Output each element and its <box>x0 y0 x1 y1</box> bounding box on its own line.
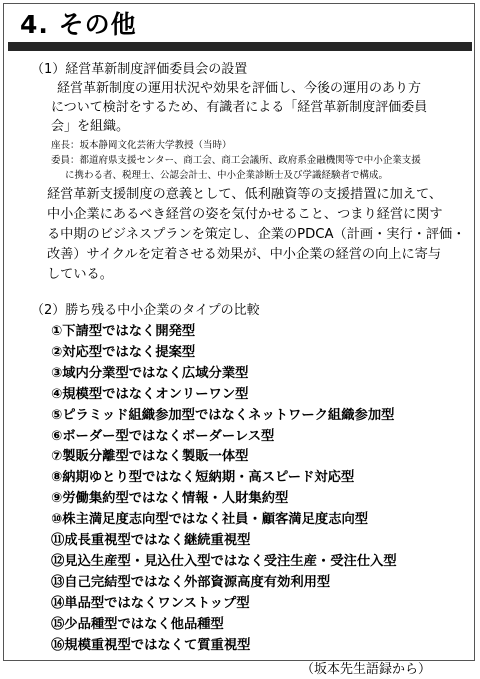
list-item: ⑭単品型ではなくワンストップ型 <box>51 595 250 611</box>
list-item: ④規模型ではなくオンリーワン型 <box>51 386 249 402</box>
slide-title: 4. その他 <box>20 10 137 39</box>
list-item: ⑩株主満足度志向型ではなく社員・顧客満足度志向型 <box>51 512 369 528</box>
list-item: ⑪成長重視型ではなく継続重視型 <box>51 533 251 549</box>
title-underline-bar <box>8 42 472 51</box>
list-item: ②対応型ではなく提案型 <box>51 344 196 360</box>
list-item: ⑬自己完結型ではなく外部資源高度有効利用型 <box>51 574 331 590</box>
slide-content <box>31 60 466 679</box>
source-attribution: （坂本先生語録から） <box>300 661 431 677</box>
list-item: ①下請型ではなく開発型 <box>51 324 196 339</box>
committee-chair: 座長：坂本静岡文化芸術大学教授（当時） <box>51 140 232 151</box>
committee-members: 委員：都道府県支援センター、商工会、商工会議所、政府系金融機関等で中小企業支援 <box>51 155 421 166</box>
section1-purpose-line: について検討をするため、有識者による「経営革新制度評価委員 <box>51 100 428 115</box>
section1-body-line: 改善）サイクルを定着させる効果が、中小企業の経営の向上に寄与 <box>47 247 442 262</box>
section1-body-line: している。 <box>47 267 113 282</box>
section1-heading: （1）経営革新制度評価委員会の設置 <box>31 62 248 77</box>
list-item: ⑯規模重視型ではなくて質重視型 <box>51 637 251 653</box>
section2-heading: （2）勝ち残る中小企業のタイプの比較 <box>31 303 260 318</box>
list-item: ⑫見込生産型・見込仕入型ではなく受注生産・受注仕入型 <box>51 553 397 569</box>
section1-purpose-line: 会」を組織。 <box>51 119 130 134</box>
list-item: ⑧納期ゆとり型ではなく短納期・高スピード対応型 <box>51 470 355 486</box>
list-item: ⑤ピラミッド組織参加型ではなくネットワーク組織参加型 <box>51 407 395 423</box>
committee-members-cont: に携わる者、税理士、公認会計士、中小企業診断士及び学識経験者で構成。 <box>65 170 389 181</box>
list-item: ③域内分業型ではなく広域分業型 <box>51 365 249 381</box>
list-item: ⑥ボーダー型ではなくボーダーレス型 <box>51 428 275 444</box>
list-item: ⑮少品種型ではなく他品種型 <box>51 616 224 632</box>
section1-body-line: る中期のビジネスプランを策定し、企業のPDCA（計画・実行・評価・ <box>47 227 466 242</box>
section1-body-line: 中小企業にあるべき経営の姿を気付かせること、つまり経営に関す <box>47 207 443 222</box>
section1-purpose-line: 経営革新制度の運用状況や効果を評価し、今後の運用のあり方 <box>57 81 422 96</box>
section1-body-line: 経営革新支援制度の意義として、低利融資等の支援措置に加えて、 <box>47 187 443 202</box>
list-item: ⑦製販分離型ではなく製販一体型 <box>51 449 249 465</box>
list-item: ⑨労働集約型ではなく情報・人財集約型 <box>51 491 289 507</box>
company-type-list <box>51 322 453 657</box>
